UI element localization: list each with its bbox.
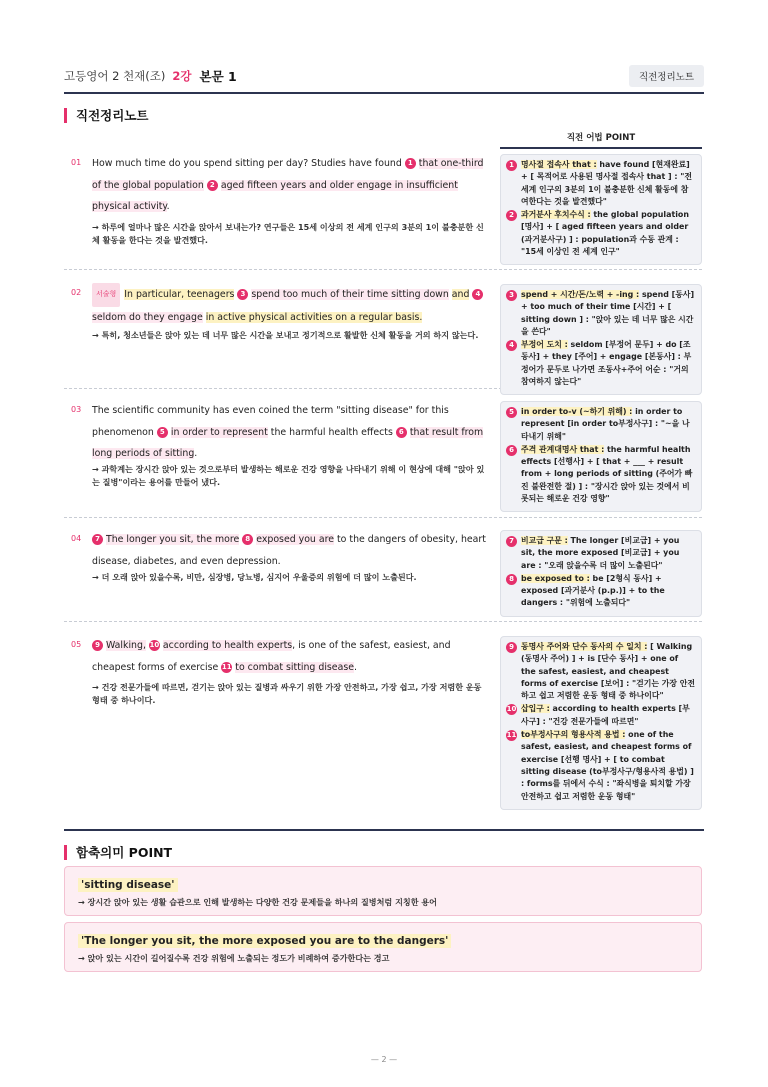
highlighted-phrase: in order to represent [170,426,268,438]
highlighted-phrase: and [451,289,470,300]
sentence-number: 03 [71,405,82,414]
grammar-note-item [509,641,695,702]
korean-translation: → 건강 전문가들에 따르면, 걷기는 앉아 있는 질병과 싸우기 위한 가장 안전하고, 가장 쉽고, 가장 저렴한 운동 형태 중 하나이다. [92,682,482,705]
header-divider [64,92,704,94]
grammar-keyword: 과거분사 후치수식 : [521,210,591,220]
grammar-note [500,401,702,512]
grammar-explanation: one of the safest, easiest, and cheapest forms of exercise [선행 명사] + [ to combat sitting disease (to부정사구/형용사적 용법) ] : forms를 뒤에서 수식 : "좌식병을 퇴치할 가장 안전하고 쉽고 저렴한 운동 형태" [521,730,694,801]
implication-phrase: 'sitting disease' [78,878,178,892]
number-marker-icon: 4 [506,340,517,351]
grammar-note-item [509,535,695,572]
number-marker-icon: 3 [506,290,517,301]
grammar-note [500,636,702,810]
number-marker-icon: 9 [92,640,103,651]
highlighted-phrase: Walking, [106,640,146,651]
number-marker-icon: 2 [506,210,517,221]
implication-explanation: → 앉아 있는 시간이 길어질수록 건강 위험에 노출되는 정도가 비례하여 증가한다는 경고 [78,953,390,963]
number-marker-icon: 9 [506,642,517,653]
number-marker-icon: 10 [149,641,160,649]
grammar-explanation: according to health experts [부사구] : "건강 전문가들에 따르면" [521,704,690,726]
point-divider [64,829,704,831]
sentence-row-05 [64,640,702,815]
highlighted-phrase: seldom do they engage [92,311,203,323]
grammar-note [500,530,702,617]
number-marker-icon: 2 [207,180,218,191]
sentence-text: to the dangers of obesity, heart disease, diabetes, and even depression. [92,534,486,567]
grammar-explanation: the harmful health effects [선행사] + [ that + ___ + result from + long periods of sitting (주어가 빠진 불완전한 절) ] : "장시간 앉아 있는 것에서 비롯되는 해로운 건강 영향" [521,444,693,504]
english-sentence [92,635,490,678]
implication-point-1 [64,866,702,916]
grammar-keyword: 주격 관계대명사 that : [521,444,605,454]
grammar-keyword: to부정사구의 형용사적 용법 : [521,730,626,740]
highlighted-phrase: that result from long periods of sitting [92,426,484,459]
highlighted-phrase: In particular, teenagers [124,289,235,300]
header-tag: 직전정리노트 [629,65,704,87]
number-marker-icon: 8 [506,574,517,585]
sentence-number: 01 [71,158,82,167]
grammar-keyword: spend + 시간/돈/노력 + -ing : [521,290,640,299]
grammar-explanation: in order to represent [in order to부정사구] : "~을 나타내기 위해" [521,407,690,441]
grammar-keyword: 명사절 접속사 that : [521,160,597,169]
korean-translation: → 하루에 얼마나 많은 시간을 앉아서 보내는가? 연구들은 15세 이상의 전 세계 인구의 3분의 1이 불충분한 신체 활동을 한다는 것을 발견했다. [92,222,484,245]
highlighted-phrase: according to health experts [162,640,293,651]
highlighted-phrase: The longer you sit, the more [106,534,240,545]
page-number: — 2 — [370,1055,398,1064]
grammar-keyword: in order to-v (~하기 위해) : [521,407,633,416]
grammar-explanation: be [2형식 동사] + exposed [과거분사 (p.p.)] + to the dangers : "위험에 노출되다" [521,573,665,608]
grammar-explanation: The longer [비교급] + you sit, the more exposed [비교급] + you are : "오래 앉을수록 더 많이 노출된다" [521,536,680,570]
sentence-row-02 [64,288,702,389]
question-type-badge: 서술형 [92,283,120,307]
number-marker-icon: 5 [157,427,168,438]
section-title-text: 직전정리노트 [76,108,149,123]
number-marker-icon: 1 [405,158,416,169]
highlighted-phrase: that one-third of the global population [92,158,484,191]
english-sentence [92,400,490,465]
grammar-note-item [506,703,695,728]
sentence-text: The scientific community has even coined the term "sitting disease" for this phenomenon [92,405,449,438]
number-marker-icon: 5 [506,407,517,418]
grammar-note [500,154,702,265]
sentence-row-01 [64,158,702,270]
english-sentence [92,283,490,328]
grammar-note-item [509,159,695,208]
sentence-row-04 [64,534,702,622]
grammar-note-item [506,729,695,803]
grammar-note-item [509,444,695,505]
number-marker-icon: 1 [506,160,517,171]
grammar-explanation: seldom [부정어 문두] + do [조동사] + they [주어] + engage [본동사] : 부정어가 문두로 나가면 조동사+주어 어순 : "거의 참여하지 않는다" [521,340,692,387]
point-section-title-text: 함축의미 POINT [76,845,173,860]
grammar-explanation: spend [동사] + too much of their time [시간] + [ sitting down ] : "앉아 있는 데 너무 많은 시간을 쓴다" [521,290,695,336]
grammar-keyword: 부정어 도치 : [521,340,568,350]
grammar-explanation: have found [현재완료] + [ 목적어로 사용된 명사절 접속사 that ] : "전 세계 인구의 3분의 1이 불충분한 신체 활동에 참여한다는 것을 발견했다" [521,160,693,206]
english-sentence [92,529,490,572]
grammar-explanation: [ Walking (동명사 주어) ] + is [단수 동사] + one of the safest, easiest, and cheapest forms of exercise [보어] : "걷기는 가장 안전하고 쉽고 저렴한 운동 형태 중 하나이다" [521,642,695,701]
grammar-note [500,284,702,395]
sentence-number: 04 [71,534,82,543]
grammar-keyword: 비교급 구문 : [521,536,568,545]
highlighted-phrase: in active physical activities on a regular basis. [205,311,423,323]
english-sentence [92,153,490,218]
number-marker-icon: 6 [506,445,517,456]
number-marker-icon: 8 [242,534,253,545]
grammar-note-item [509,339,695,388]
sentence-text: . [194,448,198,459]
section-title [64,106,148,124]
sentence-text: How much time do you spend sitting per day? Studies have found [92,158,405,169]
sentence-text: . [166,201,170,212]
grammar-note-item [509,406,695,443]
implication-point-2 [64,922,702,972]
korean-translation: → 특히, 청소년들은 앉아 있는 데 너무 많은 시간을 보내고 정기적으로 활발한 신체 활동을 거의 하지 않는다. [92,330,479,340]
sentence-number: 05 [71,640,82,649]
highlighted-phrase: spend too much of their time sitting down [251,289,449,300]
highlighted-phrase: to combat sitting disease [235,661,354,673]
page-header [64,63,704,89]
section-title-bar [64,108,67,123]
point-section-title [64,843,172,861]
sentence-text: , is one of the safest, easiest, and cheapest forms of exercise [92,640,451,673]
unit-label: 2강 [172,69,192,83]
grammar-point-divider [500,147,702,149]
number-marker-icon: 10 [506,705,517,714]
korean-translation: → 과학계는 장시간 앉아 있는 것으로부터 발생하는 해로운 건강 영향을 나타내기 위해 이 현상에 대해 "앉아 있는 질병"이라는 용어를 만들어 냈다. [92,464,485,487]
implication-phrase: 'The longer you sit, the more exposed you are to the dangers' [78,934,451,948]
grammar-explanation: the global population [명사] + [ aged fifteen years and older (과거분사구) ] : population과 수동 관계 : "15세 이상인 전 세계 인구" [521,210,689,257]
number-marker-icon: 4 [472,289,483,300]
section-title-bar [64,845,67,860]
subject-label: 고등영어 2 천재(조) [64,69,166,83]
sentence-row-03 [64,405,702,518]
grammar-keyword: 동명사 주어와 단수 동사의 수 일치 : [521,642,648,651]
highlighted-phrase: aged fifteen years and older engage in insufficient physical activity [92,179,458,212]
grammar-keyword: 삽입구 : [521,704,550,714]
number-marker-icon: 11 [506,731,517,740]
grammar-point-header: 직전 어법 POINT [566,133,636,143]
grammar-note-item [509,209,695,258]
grammar-note-item [509,289,695,338]
implication-explanation: → 장시간 앉아 있는 생활 습관으로 인해 발생하는 다양한 건강 문제들을 하나의 질병처럼 지칭한 용어 [78,897,437,907]
number-marker-icon: 3 [237,289,248,300]
sentence-number: 02 [71,288,82,297]
number-marker-icon: 11 [221,662,232,671]
sentence-text: . [353,661,357,673]
number-marker-icon: 7 [506,536,517,547]
korean-translation: → 더 오래 앉아 있을수록, 비만, 심장병, 당뇨병, 심지어 우울증의 위험에 더 많이 노출된다. [92,572,417,582]
highlighted-phrase: exposed you are [256,534,335,545]
sentence-text: the harmful health effects [267,426,396,438]
grammar-keyword: be exposed to : [521,573,590,583]
grammar-note-item [509,573,695,610]
number-marker-icon: 6 [396,427,407,438]
number-marker-icon: 7 [92,534,103,545]
section-label: 본문 1 [199,69,237,84]
